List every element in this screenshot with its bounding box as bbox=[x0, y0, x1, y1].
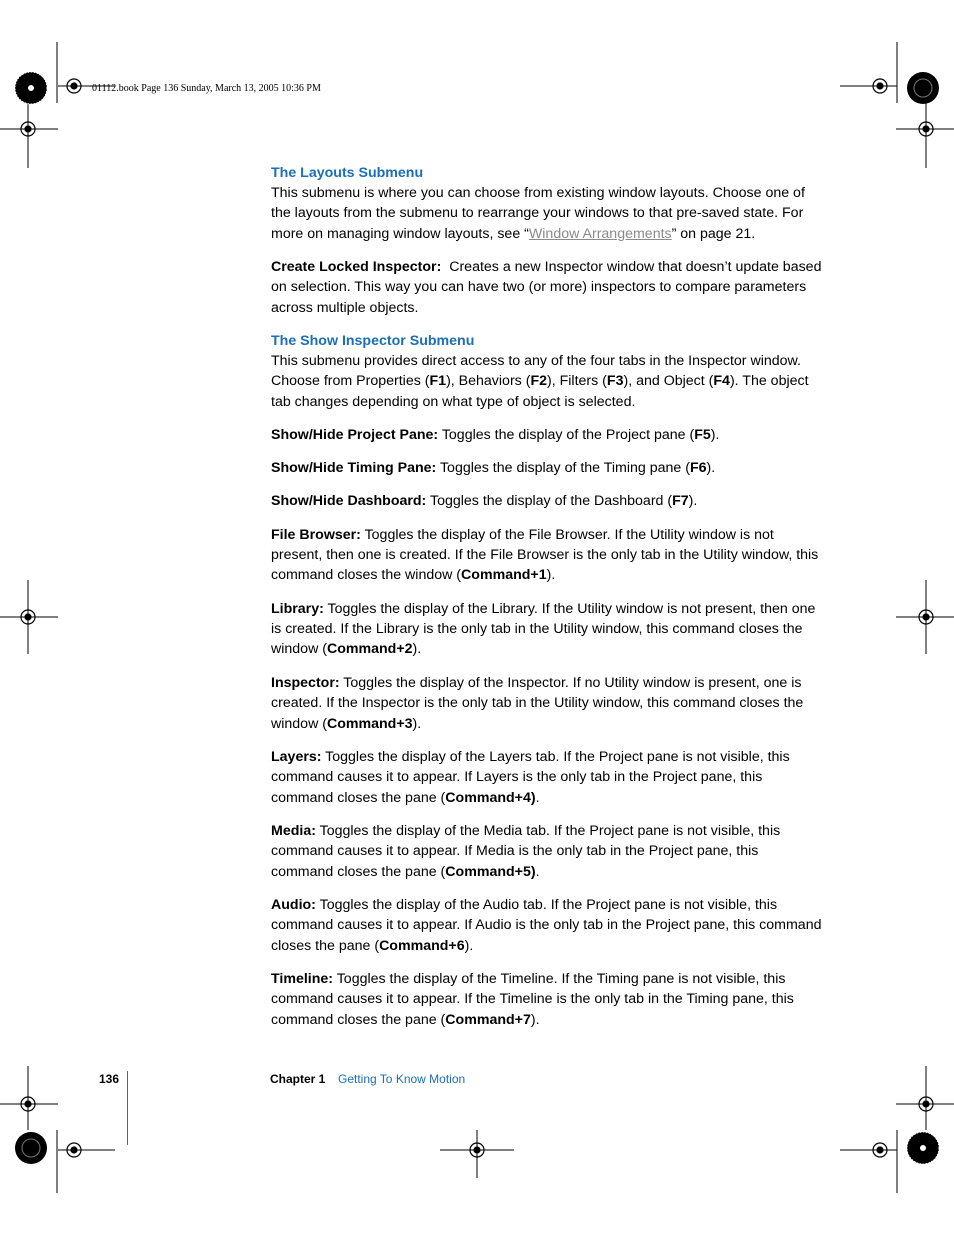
command-library bbox=[271, 599, 823, 660]
footer-chapter: Chapter 1 bbox=[270, 1072, 326, 1086]
heading-show-inspector-submenu: The Show Inspector Submenu bbox=[271, 333, 475, 350]
locked-inspector-desc: Creates a new Inspector window that doesn’t update based on selection. This way you can have two (or more) inspectors to compare parameters across multiple objects. bbox=[271, 259, 822, 316]
locked-inspector-term: Create Locked Inspector: bbox=[271, 259, 442, 276]
text-run: ), Filters ( bbox=[547, 373, 607, 390]
bold-run: Show/Hide Dashboard: bbox=[271, 493, 427, 510]
bold-run: F4 bbox=[713, 373, 730, 390]
text-run: ). bbox=[464, 937, 474, 954]
bold-run: F1 bbox=[429, 373, 447, 390]
bold-run: Command+5) bbox=[445, 863, 536, 880]
text-run: . bbox=[535, 789, 540, 806]
heading-layouts-submenu: The Layouts Submenu bbox=[271, 165, 424, 181]
text-run: ). bbox=[546, 567, 556, 584]
command-media bbox=[271, 821, 823, 882]
command-timing-pane bbox=[271, 458, 823, 478]
command-dashboard bbox=[271, 491, 823, 511]
bold-run: Library: bbox=[271, 600, 324, 617]
text-run: ). bbox=[412, 641, 422, 658]
bold-run: Command+1 bbox=[461, 567, 547, 584]
text-run: Toggles the display of the Timeline. If the Timing pane is not visible, this command causes it to appear. If the Timeline is the only tab in the Timing pane, this command closes the pane ( bbox=[271, 970, 794, 1028]
bold-run: F7 bbox=[672, 493, 689, 510]
text-run: . bbox=[535, 863, 540, 880]
text-run: ). bbox=[688, 493, 698, 510]
command-timeline bbox=[271, 969, 823, 1030]
bold-run: Inspector: bbox=[271, 674, 340, 691]
bold-run: F6 bbox=[689, 460, 707, 477]
text-run: This submenu provides direct access to any of the four tabs in the Inspector window. Choose from Properties ( bbox=[271, 353, 801, 390]
text-run: Toggles the display of the Layers tab. If the Project pane is not visible, this command causes it to appear. If Layers is the only tab in the Project pane, this command closes the pane ( bbox=[271, 748, 790, 806]
layouts-text-1: This submenu is where you can choose from existing window layouts. Choose one of the layouts from the submenu to rearrange your windows to that pre-saved state. For more on managing window layouts, see “ bbox=[271, 185, 805, 242]
command-layers bbox=[271, 747, 823, 808]
bold-run: F2 bbox=[530, 373, 547, 390]
text-run: Toggles the display of the Library. If the Utility window is not present, then one is created. If the Library is the only tab in the Utility window, this command closes the window ( bbox=[271, 600, 816, 658]
text-run: Toggles the display of the Dashboard ( bbox=[426, 493, 673, 510]
bold-run: F5 bbox=[694, 427, 711, 444]
footer-chapter-title: Getting To Know Motion bbox=[338, 1072, 466, 1086]
text-run: Toggles the display of the Project pane ( bbox=[438, 427, 695, 444]
bold-run: Command+7 bbox=[445, 1011, 531, 1028]
show-inspector-intro bbox=[271, 351, 823, 412]
text-run: ). bbox=[710, 427, 720, 444]
command-project-pane bbox=[271, 425, 823, 445]
bold-run: Command+2 bbox=[326, 641, 413, 658]
command-inspector bbox=[271, 673, 823, 734]
text-run: ). The object tab changes depending on what type of object is selected. bbox=[271, 373, 809, 410]
page-body bbox=[271, 163, 823, 1030]
text-run: ). bbox=[706, 460, 716, 477]
bold-run: File Browser: bbox=[271, 526, 361, 543]
command-list bbox=[271, 412, 823, 1030]
bold-run: Show/Hide Timing Pane: bbox=[271, 460, 437, 477]
text-run: Toggles the display of the Media tab. If the Project pane is not visible, this command causes it to appear. If Media is the only tab in the Project pane, this command closes the pane ( bbox=[271, 822, 781, 880]
bold-run: Timeline: bbox=[271, 970, 334, 987]
command-audio bbox=[271, 895, 823, 956]
bold-run: Command+6 bbox=[379, 937, 465, 954]
bold-run: Show/Hide Project Pane: bbox=[271, 427, 439, 444]
layouts-paragraph bbox=[271, 183, 823, 244]
command-file-browser bbox=[271, 525, 823, 586]
bold-run: Command+4) bbox=[445, 789, 536, 806]
bold-run: Command+3 bbox=[326, 715, 413, 732]
text-run: ). bbox=[530, 1011, 540, 1028]
page-number: 136 bbox=[99, 1072, 120, 1086]
text-run: ), and Object ( bbox=[623, 373, 714, 390]
footer-rule bbox=[127, 1071, 128, 1145]
locked-inspector-paragraph bbox=[271, 257, 823, 318]
text-run: Toggles the display of the Audio tab. If the Project pane is not visible, this command causes it to appear. If Audio is the only tab in the Project pane, this command closes the pane ( bbox=[271, 896, 822, 954]
text-run: Toggles the display of the Timing pane ( bbox=[436, 460, 690, 477]
bold-run: Layers: bbox=[271, 748, 322, 765]
bold-run: Audio: bbox=[271, 896, 316, 913]
bold-run: F3 bbox=[606, 373, 624, 390]
text-run: Toggles the display of the Inspector. If no Utility window is present, one is created. If the Inspector is the only tab in the Utility window, this command closes the window ( bbox=[271, 674, 804, 732]
text-run: ), Behaviors ( bbox=[446, 373, 531, 390]
text-run: ). bbox=[412, 715, 422, 732]
window-arrangements-link[interactable]: Window Arrangements bbox=[528, 225, 672, 242]
text-run: Toggles the display of the File Browser. If the Utility window is not present, then one is created. If the File Browser is the only tab in the Utility window, this command closes the window ( bbox=[271, 526, 819, 584]
bold-run: Media: bbox=[271, 822, 316, 839]
print-slug: 01112.book Page 136 Sunday, March 13, 2005 10:36 PM bbox=[92, 83, 321, 94]
layouts-text-2: ” on page 21. bbox=[671, 225, 756, 242]
